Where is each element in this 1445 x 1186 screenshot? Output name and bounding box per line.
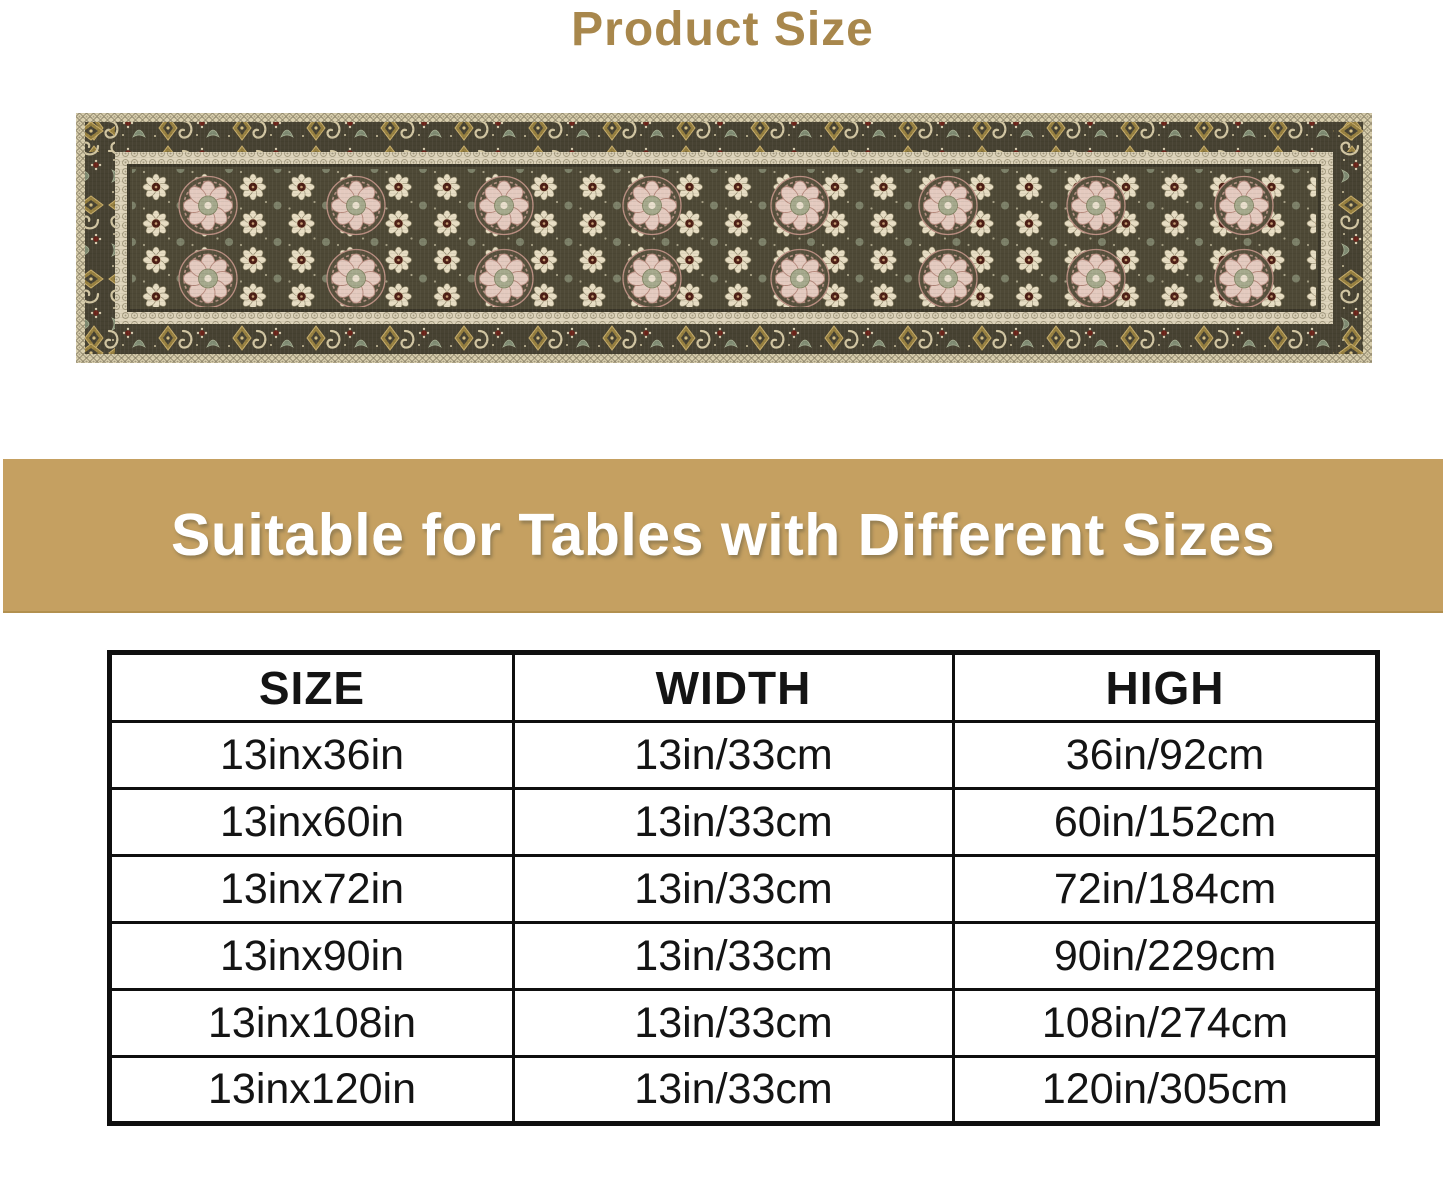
cell-width: 13in/33cm bbox=[514, 923, 954, 990]
table-row bbox=[110, 923, 1378, 990]
column-header-high: HIGH bbox=[954, 653, 1378, 722]
table-runner-rug-graphic bbox=[76, 113, 1372, 363]
column-header-size: SIZE bbox=[110, 653, 514, 722]
table-row bbox=[110, 722, 1378, 789]
cell-size: 13inx60in bbox=[110, 789, 514, 856]
cell-size: 13inx90in bbox=[110, 923, 514, 990]
cell-width: 13in/33cm bbox=[514, 722, 954, 789]
cell-high: 108in/274cm bbox=[954, 990, 1378, 1057]
cell-high: 72in/184cm bbox=[954, 856, 1378, 923]
banner-text: Suitable for Tables with Different Sizes bbox=[170, 502, 1276, 568]
cell-high: 120in/305cm bbox=[954, 1057, 1378, 1124]
cell-width: 13in/33cm bbox=[514, 1057, 954, 1124]
cell-high: 36in/92cm bbox=[954, 722, 1378, 789]
cell-size: 13inx120in bbox=[110, 1057, 514, 1124]
table-row bbox=[110, 990, 1378, 1057]
cell-width: 13in/33cm bbox=[514, 789, 954, 856]
cell-high: 60in/152cm bbox=[954, 789, 1378, 856]
product-image-table-runner bbox=[76, 113, 1372, 363]
cell-size: 13inx108in bbox=[110, 990, 514, 1057]
cell-width: 13in/33cm bbox=[514, 856, 954, 923]
table-row bbox=[110, 1057, 1378, 1124]
table-row bbox=[110, 789, 1378, 856]
size-table bbox=[107, 650, 1380, 1126]
column-header-width: WIDTH bbox=[514, 653, 954, 722]
cell-size: 13inx72in bbox=[110, 856, 514, 923]
cell-width: 13in/33cm bbox=[514, 990, 954, 1057]
size-table-header-row bbox=[110, 653, 1378, 722]
page-title: Product Size bbox=[571, 3, 874, 56]
cell-high: 90in/229cm bbox=[954, 923, 1378, 990]
suitability-banner bbox=[3, 459, 1443, 613]
table-row bbox=[110, 856, 1378, 923]
cell-size: 13inx36in bbox=[110, 722, 514, 789]
